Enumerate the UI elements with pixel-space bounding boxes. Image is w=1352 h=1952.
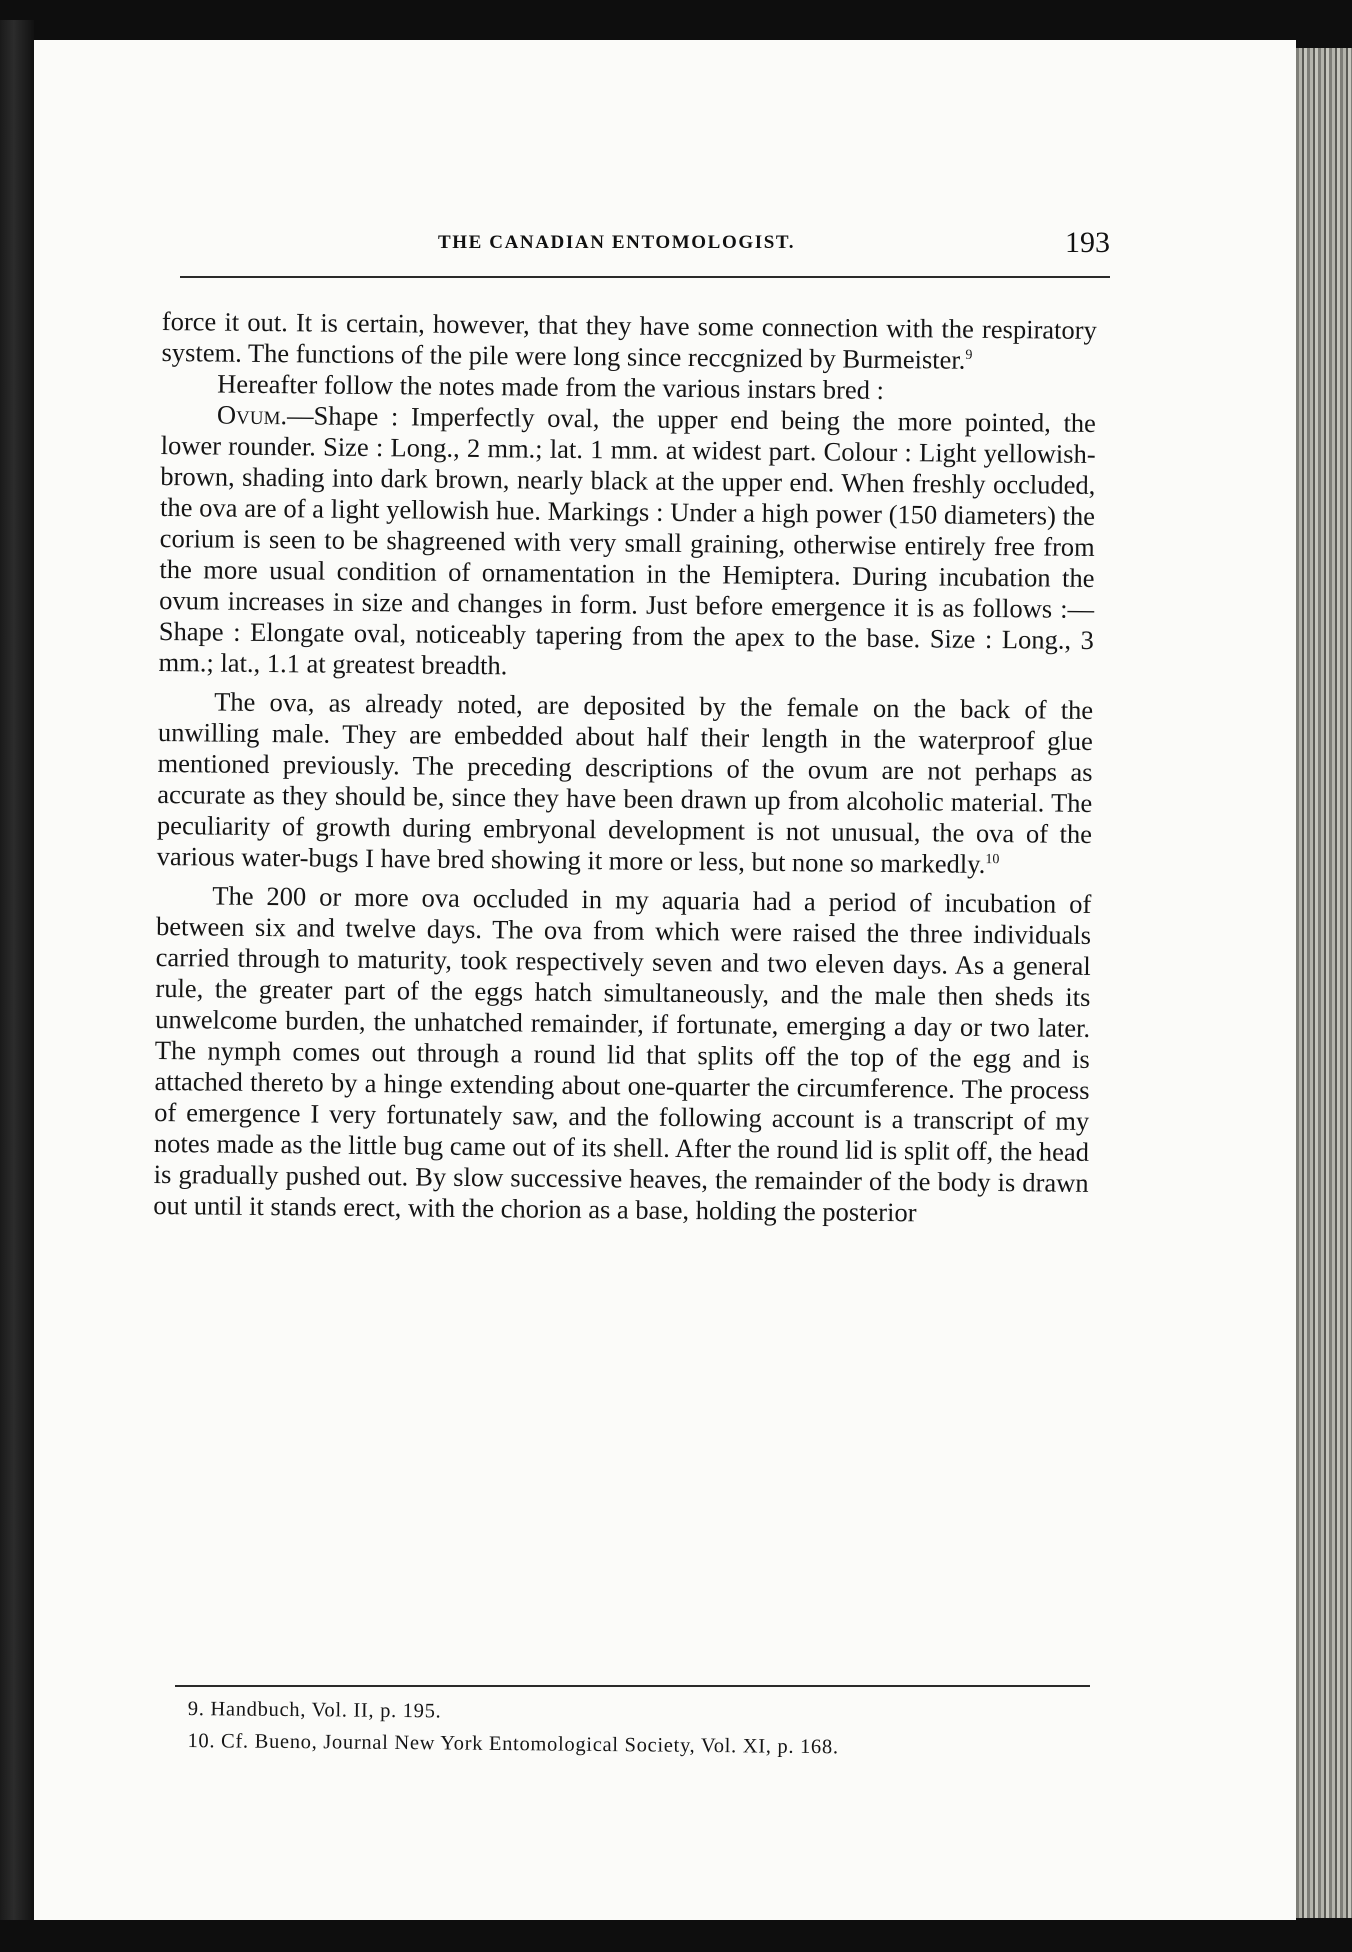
running-title: THE CANADIAN ENTOMOLOGIST.: [438, 232, 796, 253]
left-page-edge: [0, 20, 34, 1932]
section-heading: Ovum.: [216, 399, 288, 431]
page-number: 193: [1065, 226, 1110, 259]
footnote-10: 10. Cf. Bueno, Journal New York Entomological Society, Vol. XI, p. 168.: [187, 1729, 839, 1759]
footnote-marker: 10: [985, 852, 1000, 868]
body-paragraph: [157, 686, 1094, 881]
text-segment: The ova, as already noted, are deposited by the female on the back of the unwilling male. They are embedded about half their length in the waterproof glue mentioned previously. The preceding descriptions of the ovum are not perhaps as accurate as they should be, since they have been drawn up from alcoholic material. The peculiarity of growth during embryonal development is not unusual, the ova of the various water-bugs I have bred showing it more or less, but none so markedly.: [156, 686, 1094, 879]
body-paragraph: [153, 880, 1091, 1230]
body-text: [153, 306, 1097, 1230]
body-paragraph: [158, 399, 1096, 687]
text-segment: —Shape : Imperfectly oval, the upper end being the more pointed, the lower rounder. Size : Long., 2 mm.; lat. 1 mm. at widest part. Colour : Light yellowish-brown, shading into dark brown, nearly black at the upper end. When freshly occluded, the ova are of a light yellowish hue. Markings : Under a high power (150 diameters) the corium is seen to be shagreened with very small graining, otherwise entirely free from the more usual condition of ornamentation in the Hemiptera. During incubation the ovum increases in size and changes in form. Just before emergence it is as follows :—Shape : Elongate oval, noticeably tapering from the apex to the base. Size : Long., 3 mm.; lat., 1.1 at greatest breadth.: [158, 400, 1097, 681]
footnote-marker: 9: [965, 347, 973, 363]
page-stack-edge: [1296, 48, 1352, 1918]
bottom-border: [0, 1920, 1352, 1952]
running-header: [180, 226, 1110, 264]
footnote-9: 9. Handbuch, Vol. II, p. 195.: [187, 1697, 442, 1723]
paragraph-indent: [158, 710, 214, 711]
paragraph-indent: [161, 392, 217, 393]
text-segment: The 200 or more ova occluded in my aquaria had a period of incubation of between six and twelve days. The ova from which were raised the three individuals carried through to maturity, took respectively seven and two eleven days. As a general rule, the greater part of the eggs hatch simultaneously, and the male then sheds its unwelcome burden, the unhatched remainder, if fortunate, emerging a day or two later. The nymph comes out through a round lid that splits off the top of the egg and is attached thereto by a hinge extending about one-quarter the circumference. The process of emergence I very fortunately saw, and the following account is a transcript of my notes made as the little bug came out of its shell. After the round lid is split off, the head is gradually pushed out. By slow successive heaves, the remainder of the body is drawn out until it stands erect, with the chorion as a base, holding the posterior: [153, 880, 1092, 1228]
body-paragraph: [161, 306, 1097, 377]
paragraph-indent: [161, 423, 217, 424]
footnotes: [187, 1693, 1088, 1766]
footnote-rule: [175, 1685, 1090, 1687]
text-segment: force it out. It is certain, however, that they have some connection with the respiratory system. The functions of the pile were long since reccgnized by Burmeister.: [161, 306, 1097, 375]
header-rule: [180, 276, 1110, 278]
paragraph-indent: [156, 904, 212, 905]
text-segment: Hereafter follow the notes made from the various instars bred :: [217, 368, 885, 405]
